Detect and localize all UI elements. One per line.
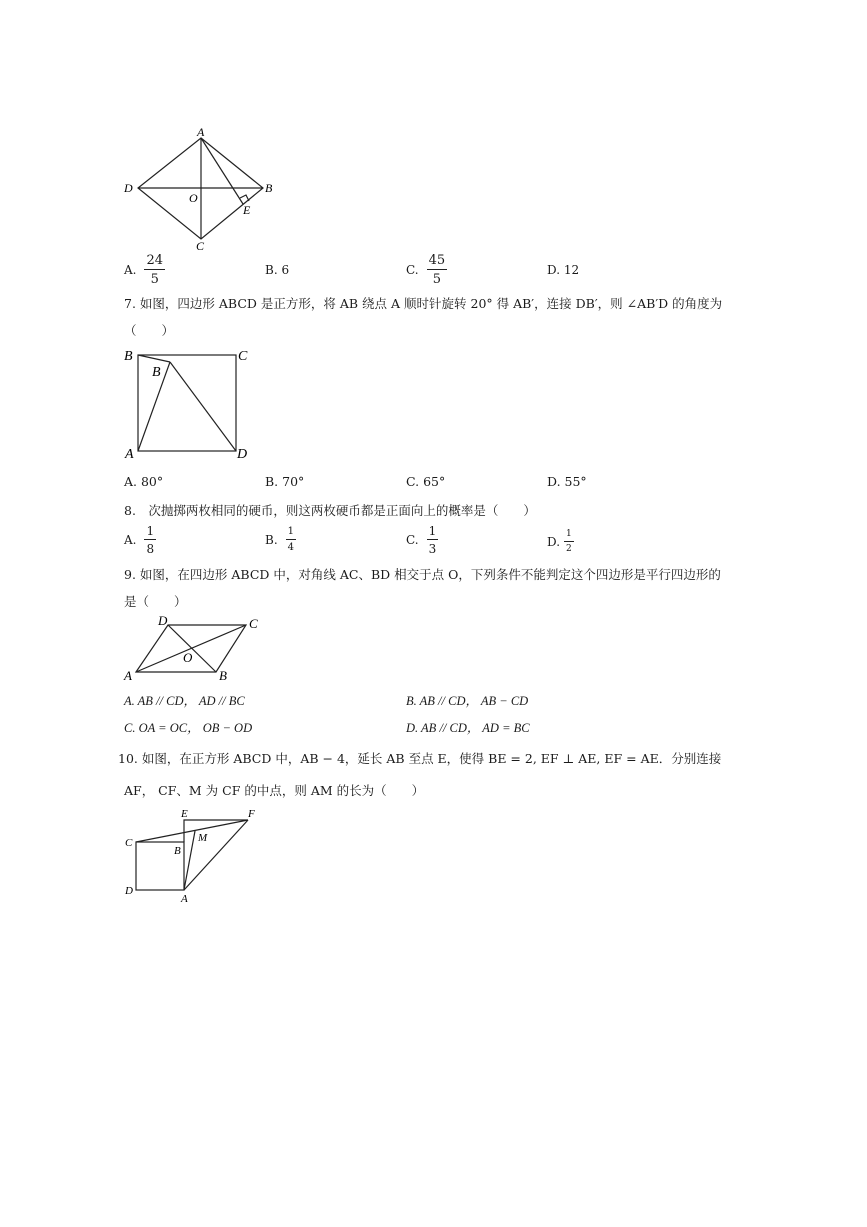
q9-question-text: 9. 如图，在四边形 ABCD 中，对角线 AC、BD 相交于点 O，下列条件不能判定这个四边形是平行四边形的	[124, 567, 721, 582]
q9-option-c: C. OA = OC， OB − OD	[124, 721, 253, 735]
q9-option-b: B. AB // CD， AB − CD	[406, 694, 529, 708]
label-m: M	[198, 832, 208, 844]
label-a: A	[124, 668, 132, 683]
altitude-ae	[201, 138, 243, 204]
label-b-prime: B	[152, 365, 161, 380]
label-b: B	[265, 181, 273, 195]
label-c: C	[196, 239, 205, 252]
label-d: D	[237, 447, 248, 462]
label-d: D	[125, 885, 133, 897]
q8-option-a: A. $\frac{1}{8}$	[124, 524, 155, 556]
label-d: D	[158, 613, 168, 628]
segment-d-bprime	[170, 362, 236, 451]
label-f: F	[248, 808, 255, 820]
label-d: D	[124, 181, 133, 195]
q10-question-text-cont: AF， CF、M 为 CF 的中点，则 AM 的长为（ ）	[124, 783, 425, 798]
label-c: C	[125, 837, 133, 849]
q8-question-text: 8. 次抛掷两枚相同的硬币，则这两枚硬币都是正面向上的概率是（ ）	[124, 503, 536, 518]
label-a: A	[125, 447, 134, 462]
label-o: O	[183, 650, 193, 665]
q10-question-text: 10. 如图，在正方形 ABCD 中，AB − 4，延长 AB 至点 E，使得 BE = 2, EF ⊥ AE, EF = AE．分别连接	[118, 751, 722, 766]
q9-option-a: A. AB // CD， AD // BC	[124, 694, 245, 708]
label-c: C	[249, 616, 258, 631]
q7-answer-blank: （ ）	[124, 323, 175, 338]
label-e: E	[181, 808, 188, 820]
segment-a-m	[184, 831, 195, 890]
q6-option-b: B. 6	[265, 263, 290, 277]
label-b: B	[124, 349, 133, 364]
label-c: C	[238, 349, 248, 364]
segment-b-bprime	[138, 355, 170, 362]
q9-answer-blank: 是（ ）	[124, 594, 187, 609]
q7-option-b: B. 70°	[265, 474, 305, 489]
q6-option-a: A. $\frac{24}{5}$	[124, 253, 164, 287]
rhombus-figure-q6	[118, 122, 288, 252]
q7-option-c: C. 65°	[406, 474, 446, 489]
q8-option-b: B. $\frac{1}{4}$	[265, 526, 295, 553]
q8-option-d: D. $\frac{1}{2}$	[547, 529, 572, 554]
quadrilateral-figure-q9	[118, 612, 268, 684]
q8-option-c: C. $\frac{1}{3}$	[406, 524, 437, 556]
q6-option-d: D. 12	[547, 263, 580, 277]
label-e: E	[243, 203, 251, 217]
q7-option-a: A. 80°	[124, 474, 164, 489]
label-b: B	[174, 845, 181, 857]
square-figure-q10	[118, 804, 268, 904]
square-figure-q7	[118, 343, 258, 465]
label-o: O	[189, 191, 198, 205]
q6-option-c: C. $\frac{45}{5}$	[406, 253, 446, 287]
q9-option-d: D. AB // CD， AD = BC	[406, 721, 530, 735]
label-b: B	[219, 668, 227, 683]
q7-option-d: D. 55°	[547, 474, 587, 489]
label-a: A	[181, 893, 188, 904]
q7-question-text: 7. 如图，四边形 ABCD 是正方形，将 AB 绕点 A 顺时针旋转 20° 得 AB′，连接 DB′，则 ∠AB′D 的角度为	[124, 296, 723, 311]
label-a: A	[197, 125, 205, 139]
